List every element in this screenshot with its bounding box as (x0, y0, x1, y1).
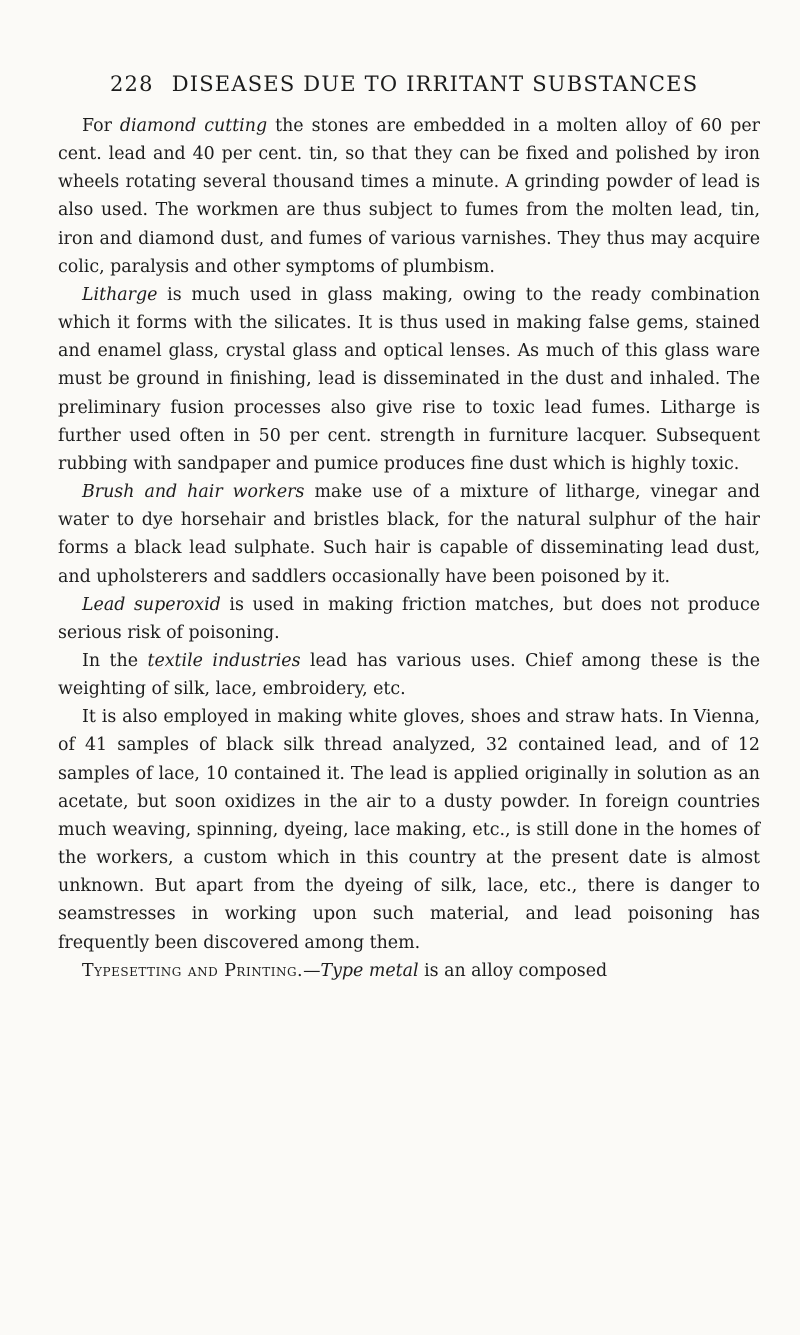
italic-term: textile industries (147, 650, 301, 671)
paragraph-text: the stones are embedded in a molten alloy of 60 per cent. lead and 40 per cent. tin, so that they can be fixed and polished by iron wheels rotating several thousand times a minute. A grinding powder of lead is also used. The workmen are thus subject to fumes from the molten lead, tin, iron and diamond dust, and fumes of various varnishes. They thus may acquire colic, paralysis and other symptoms of plumbism. (58, 116, 760, 277)
body-text (58, 112, 760, 985)
em-dash: — (303, 960, 321, 981)
paragraph-text: is much used in glass making, owing to the ready combination which it forms with the silicates. It is thus used in making false gems, stained and enamel glass, crystal glass and optical lenses. As much of this glass ware must be ground in finishing, lead is disseminated in the dust and inhaled. The preliminary fusion processes also give rise to toxic lead fumes. Litharge is further used often in 50 per cent. strength in furniture lacquer. Subsequent rubbing with sandpaper and pumice produces fine dust which is highly toxic. (58, 284, 760, 474)
paragraph-gloves-vienna (58, 703, 760, 956)
italic-term: Type metal (320, 960, 419, 981)
paragraph-text: lead has various uses. Chief among these is the weighting of silk, lace, embroidery, etc. (58, 650, 761, 700)
paragraph-lead-superoxid (58, 591, 760, 647)
paragraph-typesetting (58, 957, 760, 985)
paragraph-lead: In the (82, 650, 148, 671)
page-number: 228 (110, 72, 154, 96)
paragraph-lead: For (82, 116, 120, 136)
paragraph-textile (58, 647, 760, 703)
paragraph-text: is an alloy composed (418, 960, 608, 981)
section-heading: Typesetting and Printing. (82, 960, 304, 981)
italic-term: Brush and hair workers (82, 482, 305, 503)
paragraph-lead: It is also employed in making white gloves, shoes and straw hats. In Vienna, of 41 samples of black silk thread analyzed, 32 contained lead, and of 12 samples of lace, 10 contained it. The lead is applied originally in solution as an acetate, but soon oxidizes in the air to a dusty powder. In foreign countries much weaving, spinning, dyeing, lace making, etc., is still done in the homes of the workers, a custom which in this country at the present date is almost unknown. But apart from the dyeing of silk, lace, etc., there is danger to seamstresses in working upon such material, and lead poisoning has frequently been discovered among them. (58, 707, 760, 953)
italic-term: Litharge (82, 284, 158, 305)
italic-term: Lead superoxid (82, 594, 221, 615)
paragraph-text: make use of a mixture of litharge, vinegar and water to dye horsehair and bristles black, for the natural sulphur of the hair forms a black lead sulphate. Such hair is capable of disseminating lead dust, and upholsterers and saddlers occasionally have been poisoned by it. (58, 482, 760, 587)
paragraph-diamond-cutting (58, 112, 760, 281)
running-header (110, 72, 710, 96)
paragraph-litharge (58, 281, 760, 478)
paragraph-text: is used in making friction matches, but does not produce serious risk of poisoning. (58, 594, 760, 643)
paragraph-brush-hair (58, 478, 760, 591)
running-head-title: DISEASES DUE TO IRRITANT SUBSTANCES (171, 72, 699, 96)
italic-term: diamond cutting (119, 116, 268, 136)
